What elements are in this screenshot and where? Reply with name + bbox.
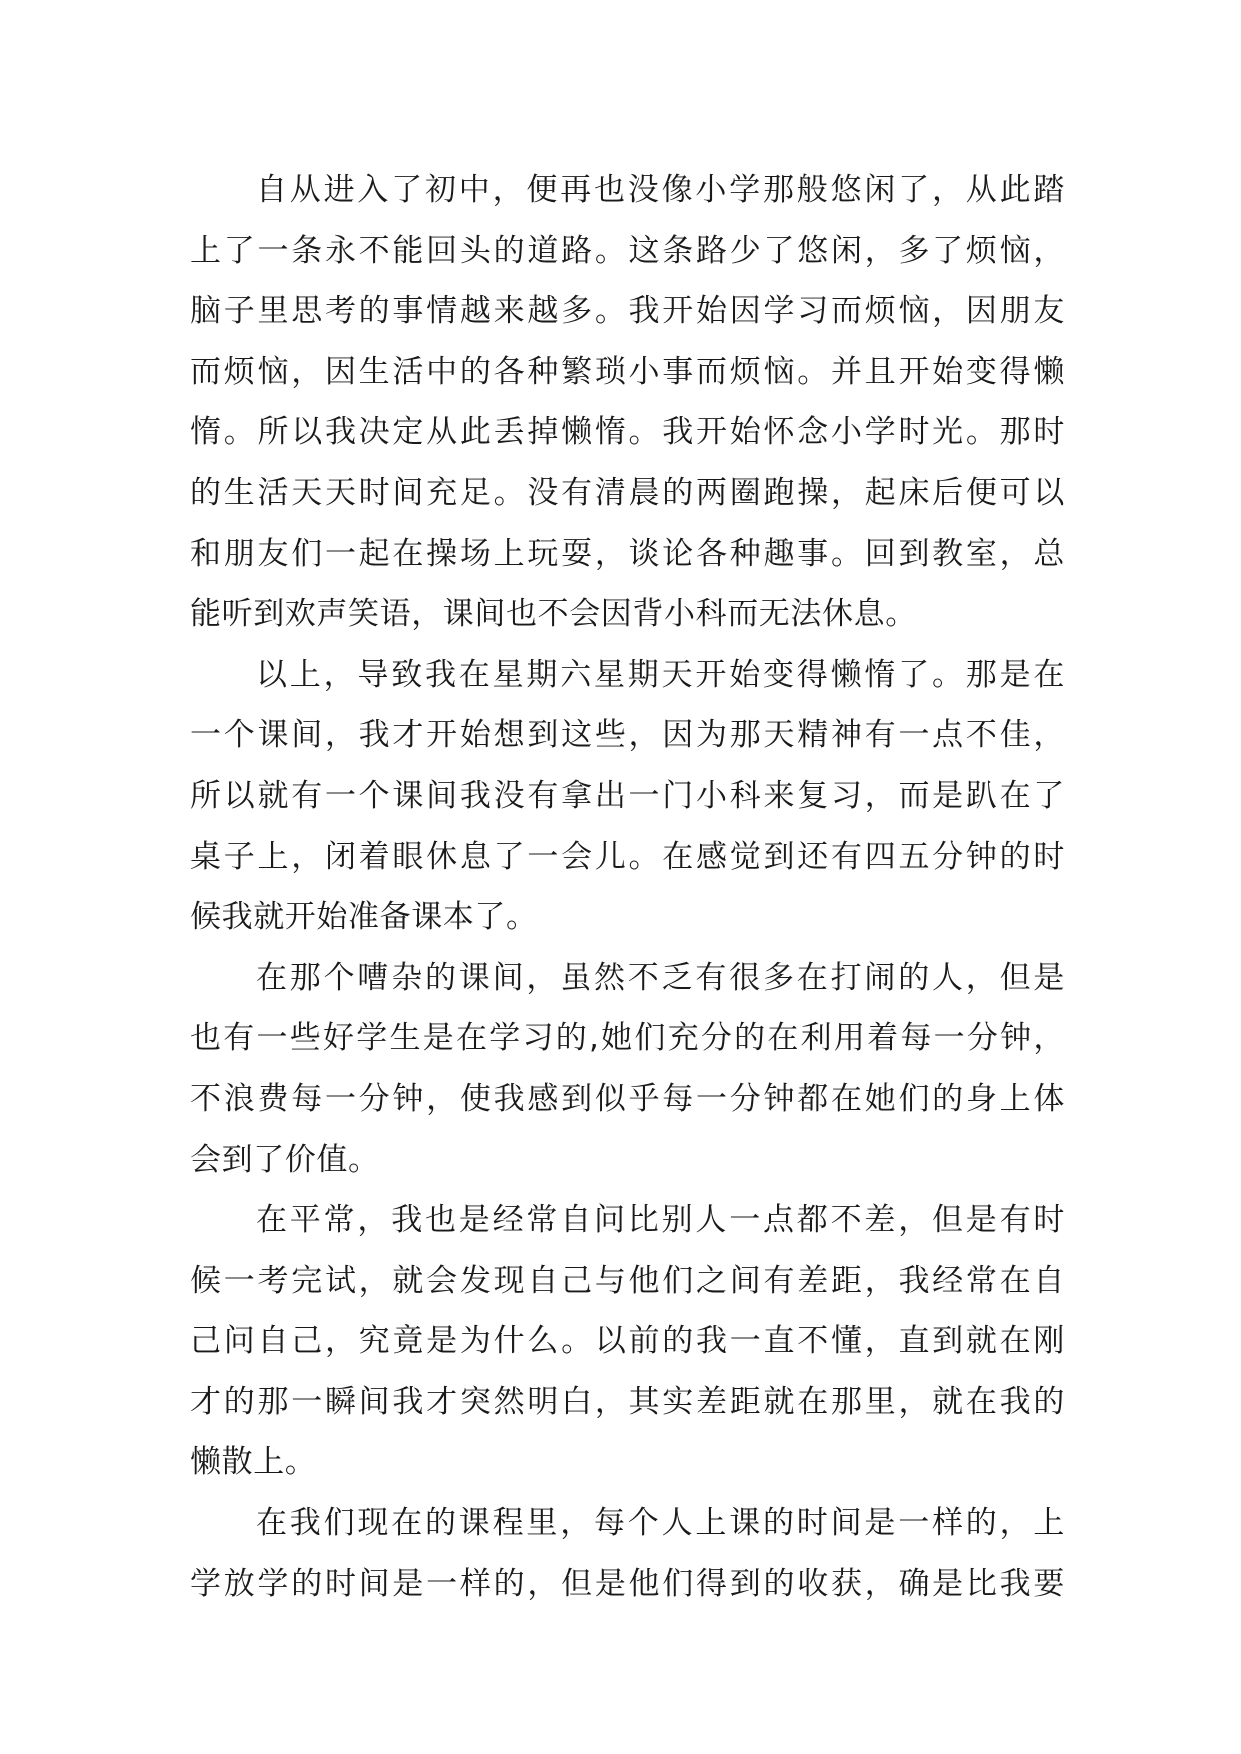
text-line: 以上，导致我在星期六星期天开始变得懒惰了。那是在 xyxy=(256,656,1065,693)
text-line: 才的那一瞬间我才突然明白，其实差距就在那里，就在我的 xyxy=(190,1383,1065,1420)
text-line: 在我们现在的课程里，每个人上课的时间是一样的，上 xyxy=(256,1505,1065,1542)
text-line: 和朋友们一起在操场上玩耍，谈论各种趣事。回到教室，总 xyxy=(190,535,1065,572)
text-line: 一个课间，我才开始想到这些，因为那天精神有一点不佳， xyxy=(190,717,1065,754)
text-line: 脑子里思考的事情越来越多。我开始因学习而烦恼，因朋友 xyxy=(190,293,1065,330)
text-line: 自从进入了初中，便再也没像小学那般悠闲了，从此踏 xyxy=(256,172,1065,208)
text-line: 也有一些好学生是在学习的,她们充分的在利用着每一分钟， xyxy=(190,1020,1065,1057)
text-line: 所以就有一个课间我没有拿出一门小科来复习，而是趴在了 xyxy=(190,777,1065,814)
text-line: 候一考完试，就会发现自己与他们之间有差距，我经常在自 xyxy=(190,1262,1065,1299)
text-line: 惰。所以我决定从此丢掉懒惰。我开始怀念小学时光。那时 xyxy=(190,414,1065,451)
text-line: 己问自己，究竟是为什么。以前的我一直不懂，直到就在刚 xyxy=(190,1323,1065,1360)
text-line: 懒散上。 xyxy=(190,1444,317,1481)
text-line: 上了一条永不能回头的道路。这条路少了悠闲，多了烦恼， xyxy=(190,232,1065,269)
text-line: 会到了价值。 xyxy=(190,1141,380,1178)
text-line: 在那个嘈杂的课间，虽然不乏有很多在打闹的人，但是 xyxy=(256,959,1065,996)
text-line: 桌子上，闭着眼休息了一会儿。在感觉到还有四五分钟的时 xyxy=(190,838,1065,875)
text-line: 能听到欢声笑语，课间也不会因背小科而无法休息。 xyxy=(190,596,917,633)
text-line: 而烦恼，因生活中的各种繁琐小事而烦恼。并且开始变得懒 xyxy=(190,353,1065,390)
document-body xyxy=(190,160,1065,1614)
text-line: 的生活天天时间充足。没有清晨的两圈跑操，起床后便可以 xyxy=(190,474,1065,511)
text-line: 不浪费每一分钟，使我感到似乎每一分钟都在她们的身上体 xyxy=(190,1080,1065,1117)
text-line: 候我就开始准备课本了。 xyxy=(190,899,538,936)
text-line: 在平常，我也是经常自问比别人一点都不差，但是有时 xyxy=(256,1202,1065,1239)
text-line: 学放学的时间是一样的，但是他们得到的收获，确是比我要 xyxy=(190,1565,1065,1602)
